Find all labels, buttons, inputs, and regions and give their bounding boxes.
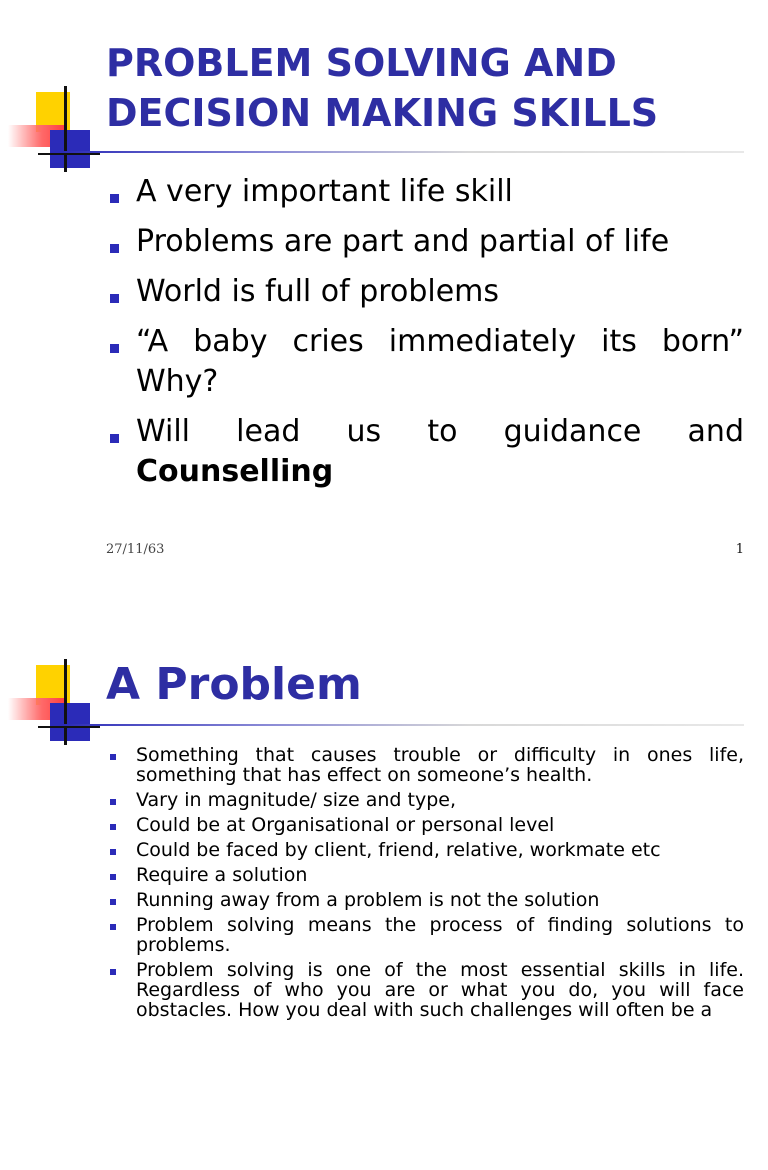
blue-square [50,703,90,741]
bullet-list [106,172,744,502]
slide-title: A Problem [106,659,362,710]
page-number: 1 [735,542,744,557]
list-item: Problem solving is one of the most essential skills in life. Regardless of who you are or what you do, you will face obstacles. How you deal with such challenges will often be a [106,960,744,1020]
slide-2 [0,595,768,1170]
list-item: Require a solution [106,865,744,885]
bullet-square-icon [110,824,116,830]
slide-1 [0,0,768,575]
vertical-line [64,659,67,745]
bullet-square-icon [110,294,119,303]
list-item: Problems are part and partial of life [106,222,744,262]
bullet-list [106,745,744,1025]
bullet-square-icon [110,344,119,353]
bullet-square-icon [110,244,119,253]
bullet-square-icon [110,194,119,203]
title-line-2: DECISION MAKING SKILLS [106,91,659,135]
list-item: Vary in magnitude/ size and type, [106,790,744,810]
decorative-squares [8,92,108,182]
list-item: Could be at Organisational or personal level [106,815,744,835]
bullet-square-icon [110,849,116,855]
bold-term: Counselling [136,454,334,489]
list-item: Something that causes trouble or difficulty in ones life, something that has effect on someone’s health. [106,745,744,785]
vertical-line [64,86,67,172]
title-line-1: PROBLEM SOLVING AND [106,41,617,85]
slide-date: 27/11/63 [106,542,165,557]
bullet-square-icon [110,754,116,760]
blue-square [50,130,90,168]
decorative-squares [8,665,108,755]
bullet-square-icon [110,969,116,975]
list-item: “A baby cries immediately its born” Why? [106,322,744,402]
list-item: A very important life skill [106,172,744,212]
slide-title [106,38,746,138]
bullet-square-icon [110,874,116,880]
horizontal-line [38,153,100,155]
list-item: Will lead us to guidance and Counselling [106,412,744,492]
horizontal-line [38,726,100,728]
bullet-square-icon [110,799,116,805]
title-underline [62,151,744,153]
bullet-square-icon [110,899,116,905]
list-item: Problem solving means the process of finding solutions to problems. [106,915,744,955]
list-item: Running away from a problem is not the solution [106,890,744,910]
bullet-square-icon [110,434,119,443]
bullet-square-icon [110,924,116,930]
title-underline [62,724,744,726]
list-item: Could be faced by client, friend, relative, workmate etc [106,840,744,860]
list-item: World is full of problems [106,272,744,312]
